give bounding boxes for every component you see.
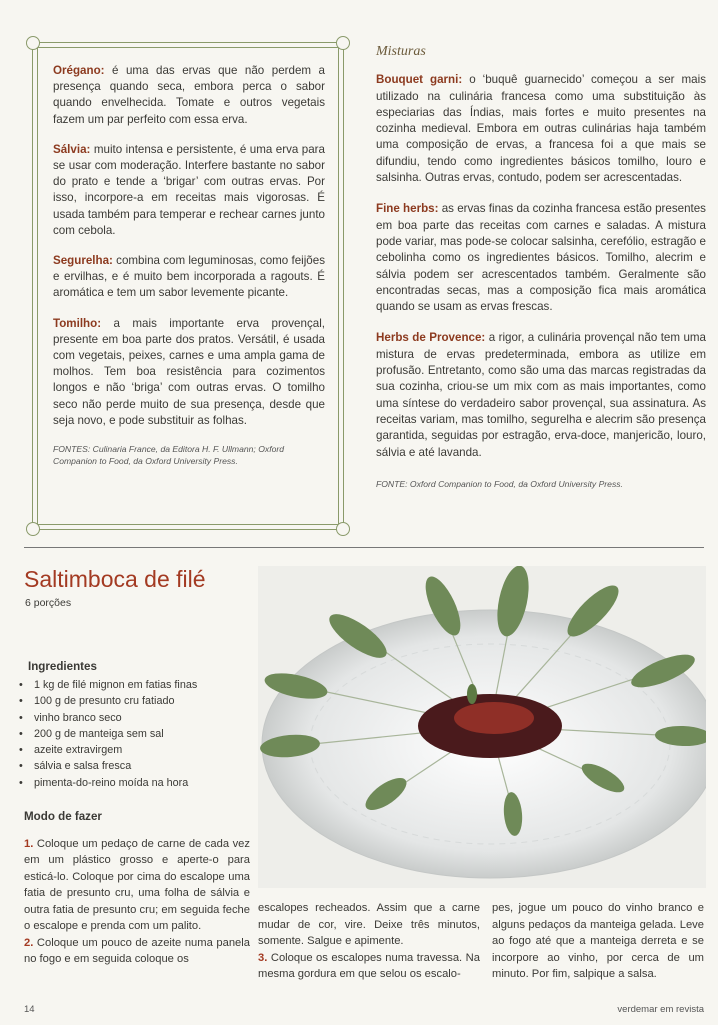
ingredient-item: • 100 g de presunto cru fatiado [18,693,248,709]
ornament-corner [26,36,40,50]
method-column-2 [258,900,480,983]
recipe-title: Saltimboca de filé [24,566,206,592]
dish-photo [258,566,706,888]
ornament-corner [336,36,350,50]
mix-herbs-de-provence: Herbs de Provence: a rigor, a culinária provençal não tem uma mistura de ervas predeterminada, embora as utilize em profusão. Entretanto, como são uma das marcas registradas da sua cozinha, criou-se um mix com as mais importantes, como uma síntese do verdadeiro sabor provençal, sua assinatura. As receitas variam, mas tomilho, segurelha e alecrim são presença garantida, seguidas por estragão, erva-doce, manjericão, louro, sálvia e até lavanda. [376,331,706,459]
ingredient-item: • sálvia e salsa fresca [18,758,248,774]
method-step-3: 3. Coloque os escalopes numa travessa. Na mesma gordura em que selou os escalo- [258,951,480,980]
ingredient-item: • 200 g de manteiga sem sal [18,726,248,742]
page-number: 14 [24,1004,35,1015]
method-step-1: 1. Coloque um pedaço de carne de cada vez em um plástico grosso e aperte-o para esticá-lo. Coloque por cima do escalope uma fatia de presunto cru, uma folha de sálvia e outra fatia de presunto cru; em seguida feche o escalope e prenda com um palito. [24,837,250,932]
section-divider [24,547,704,548]
herbs-info-box [32,42,344,530]
ingredient-item: • azeite extravirgem [18,742,248,758]
method-title: Modo de fazer [24,810,102,823]
method-column-3 [492,900,704,983]
dish-illustration [258,566,706,888]
method-step-2-cont: escalopes recheados. Assim que a carne mudar de cor, vire. Deixe três minutos, somente. Salgue e apimente. [258,902,480,947]
method-step-2: 2. Coloque um pouco de azeite numa panela no fogo e em seguida coloque os [24,936,250,965]
herb-tomilho: Tomilho: a mais importante erva provençal, presente em boa parte dos pratos. Versátil, é usada com vegetais, peixes, carnes e uma ampla gama de molhos. Tem boa resistência para cozimentos longos e não ‘briga’ com outras ervas. O tomilho seco não perde muito de sua presença, desde que seja novo, e pode substituir as folhas. [53,316,325,427]
ingredients-list [18,677,248,791]
method-step-3-cont: pes, jogue um pouco do vinho branco e alguns pedaços da manteiga gelada. Leve ao fogo até que a manteiga derreta e se incorpore ao vinho, por cerca de um minuto. Por fim, salpique a salsa. [492,902,704,980]
herbs-text [53,63,325,467]
ingredient-item: • pimenta-do-reino moída na hora [18,775,248,791]
recipe-portions: 6 porções [25,597,72,609]
ornament-corner [336,522,350,536]
herb-segurelha: Segurelha: combina com leguminosas, como feijões e ervilhas, e é muito bem incorporada a ragouts. É aromática e tem um sabor levemente picante. [53,254,325,300]
sage-leaf-garnish [467,684,477,704]
magazine-name: verdemar em revista [617,1004,704,1015]
mix-fine-herbs: Fine herbs: as ervas finas da cozinha francesa estão presentes em boa parte das receitas com carnes e saladas. A mistura pode variar, mas pode-se colocar salsinha, cerefólio, estragão e cebolinha como os ingredientes básicos. Tomilho, alecrim e sálvia podem ser acrescentados também. Geralmente são encontradas secas, mas a composição fica mais aromática quando se usam as ervas frescas. [376,202,706,314]
herb-salvia: Sálvia: muito intensa e persistente, é uma erva para se usar com moderação. Interfere bastante no sabor do prato e tende a ‘brigar’ com outras ervas. Por isso, incorpore-a em receitas mais vigorosas. É usada também para temperar e rechear carnes junto com cebola. [53,142,325,237]
misturas-section [376,44,706,492]
misturas-title: Misturas [376,44,426,59]
ingredient-item: • 1 kg de filé mignon em fatias finas [18,677,248,693]
mix-bouquet-garni: Bouquet garni: o ‘buquê guarnecido’ começou a ser mais utilizado na culinária francesa como uma substituição às especiarias das Índias, mais fortes e muito presentes na cozinha medieval. Embora em outras culinárias haja também uma composição de ervas, a francesa foi a que mais se difundiu, tendo como ingredientes básicos tomilho, louro e salsinha. Outras ervas, contudo, podem ser acrescentadas. [376,73,707,185]
herb-oregano: Orégano: é uma das ervas que não perdem a presença quando seca, embora perca o sabor quando envelhecida. Tomate e outros vegetais fazem um par perfeito com essa erva. [53,64,325,126]
ingredients-title: Ingredientes [28,660,97,673]
prosciutto [454,702,534,734]
ingredients-section [18,660,248,791]
ornament-corner [26,522,40,536]
method-section [24,809,250,968]
ingredient-item: • vinho branco seco [18,710,248,726]
herbs-source: FONTES: Culinaria France, da Editora H. F. Ullmann; Oxford Companion to Food, da Oxford University Press. [53,444,284,467]
misturas-source: FONTE: Oxford Companion to Food, da Oxford University Press. [376,478,623,489]
